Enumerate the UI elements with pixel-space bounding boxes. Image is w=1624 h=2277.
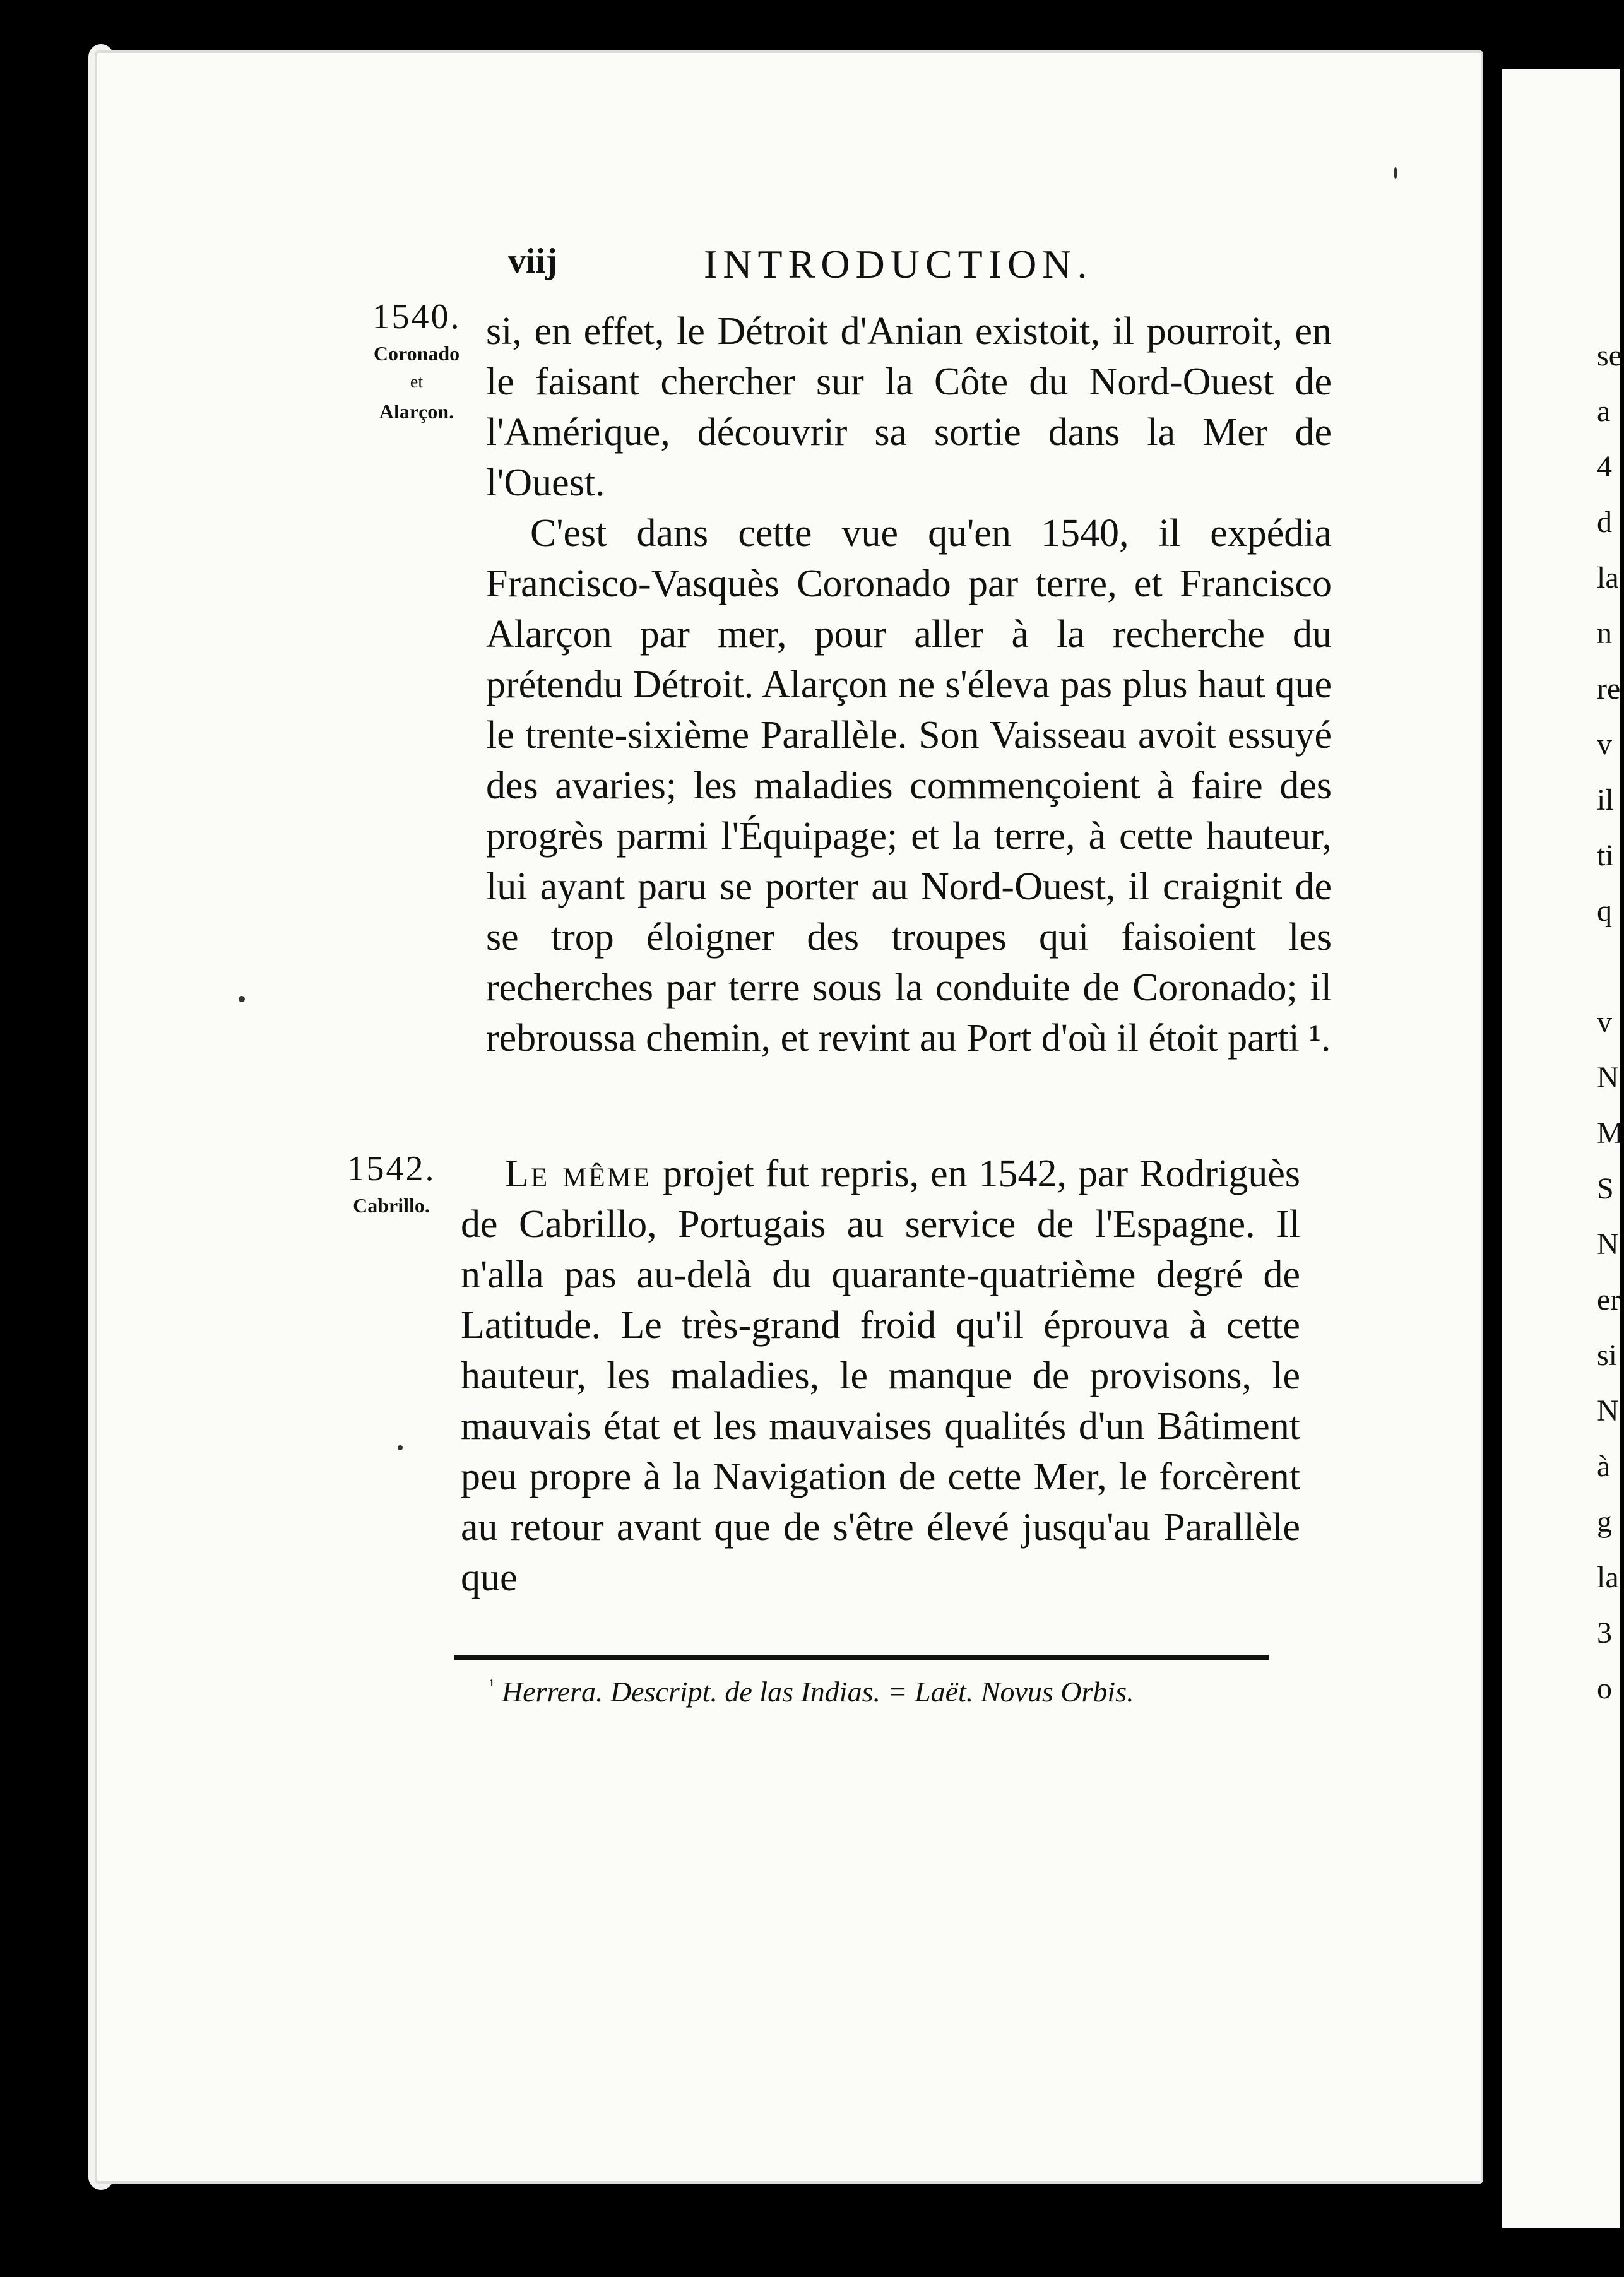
facing-fragment: g [1597, 1505, 1612, 1539]
footnote-rule [454, 1655, 1269, 1660]
footnote [489, 1675, 1284, 1708]
facing-fragment: N [1597, 1061, 1619, 1094]
margin-note-1540 [353, 297, 480, 428]
facing-fragment: n [1597, 617, 1612, 650]
margin-note-1542 [331, 1149, 451, 1222]
facing-fragment: S [1597, 1172, 1614, 1205]
facing-fragment: 4 [1597, 450, 1612, 483]
facing-fragment: er [1597, 1283, 1621, 1316]
facing-fragment [1597, 939, 1620, 995]
margin-note-name: Cabrillo. [353, 1194, 430, 1217]
margin-note-name: et [410, 372, 424, 392]
running-head [508, 241, 1158, 287]
margin-note-name: Coronado [373, 342, 460, 365]
footnote-marker: ¹ [489, 1676, 495, 1696]
facing-fragment: il [1597, 783, 1614, 817]
footnote-text: Herrera. Descript. de las Indias. = Laët. Novus Orbis. [501, 1676, 1134, 1708]
facing-fragment: 3 [1597, 1616, 1612, 1650]
margin-note-year: 1542. [347, 1149, 436, 1188]
facing-fragment: la [1597, 1561, 1619, 1594]
page-title: INTRODUCTION. [704, 242, 1093, 287]
facing-fragment: d [1597, 506, 1612, 539]
margin-note-year: 1540. [372, 297, 461, 336]
folio: viij [508, 242, 557, 281]
facing-fragment: v [1597, 1005, 1612, 1039]
facing-fragment: N [1597, 1394, 1619, 1428]
text-block-2 [461, 1149, 1300, 1603]
margin-note-name: Alarçon. [379, 400, 454, 423]
speck [1394, 167, 1397, 179]
facing-page-text [1597, 328, 1624, 1717]
paragraph-lead: Le même [505, 1152, 652, 1195]
speck [398, 1445, 403, 1450]
facing-fragment: a [1597, 394, 1611, 428]
facing-fragment: o [1597, 1672, 1612, 1705]
paragraph [461, 1149, 1300, 1603]
facing-fragment: v [1597, 728, 1612, 761]
facing-fragment: M [1597, 1116, 1624, 1150]
facing-fragment: ti [1597, 839, 1614, 872]
speck [239, 996, 245, 1002]
facing-fragment: à [1597, 1450, 1611, 1483]
facing-fragment: q [1597, 894, 1612, 928]
facing-fragment: si [1597, 1339, 1618, 1372]
paragraph: C'est dans cette vue qu'en 1540, il expédia Francisco-Vasquès Coronado par terre, et Francisco Alarçon par mer, pour aller à la recherche du prétendu Détroit. Alarçon ne s'éleva pas plus haut que le trente-sixième Parallèle. Son Vaisseau avoit essuyé des avaries; les maladies commençoient à faire des progrès parmi l'Équipage; et la terre, à cette hauteur, lui ayant paru se porter au Nord-Ouest, il craignit de se trop éloigner des troupes qui faisoient les recherches par terre sous la conduite de Coronado; il rebroussa chemin, et revint au Port d'où il étoit parti ¹. [486, 512, 1332, 1060]
facing-fragment: se [1597, 339, 1622, 372]
text-block-1 [486, 306, 1332, 1063]
facing-fragment: la [1597, 561, 1619, 594]
facing-fragment: N [1597, 1227, 1619, 1261]
paragraph-body: projet fut repris, en 1542, par Rodriguès de Cabrillo, Portugais au service de l'Espagne. Il n'alla pas au-delà du quarante-quatrième degré de Latitude. Le très-grand froid qu'il éprouva à cette hauteur, les maladies, le manque de provisons, le mauvais état et les mauvaises qualités d'un Bâtiment peu propre à la Navigation de cette Mer, le forcèrent au retour avant que de s'être élevé jusqu'au Parallèle que [461, 1152, 1301, 1599]
paragraph: si, en effet, le Détroit d'Anian existoit, il pourroit, en le faisant chercher sur la Côte du Nord-Ouest de l'Amérique, découvrir sa sortie dans la Mer de l'Ouest. [486, 310, 1332, 504]
facing-fragment: re [1597, 672, 1621, 706]
